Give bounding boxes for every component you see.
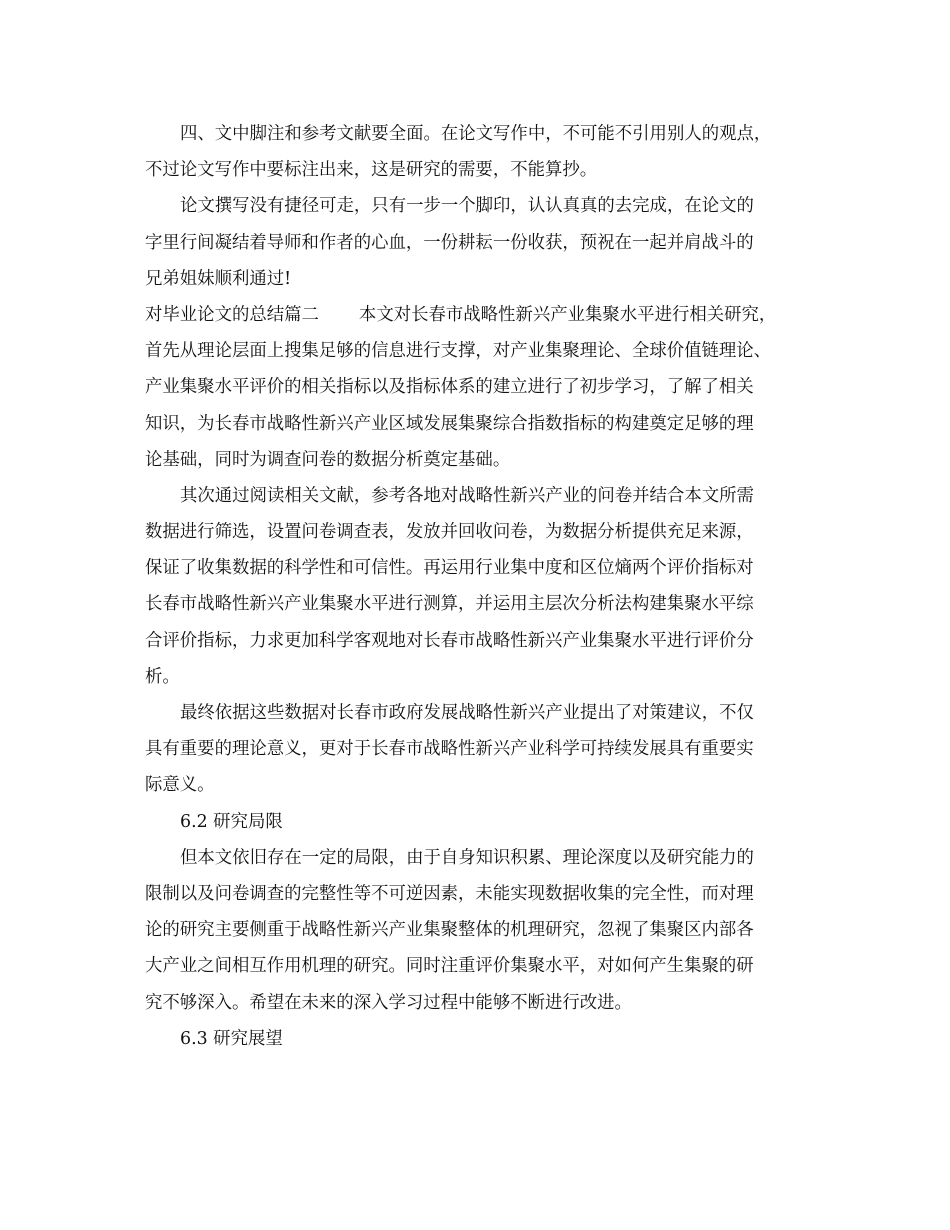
text-line: 但本文依旧存在一定的局限，由于自身知识积累、理论深度以及研究能力的 (180, 847, 754, 868)
text-line: 产业集聚水平评价的相关指标以及指标体系的建立进行了初步学习，了解了相关 (145, 377, 754, 398)
text-line: 论基础，同时为调查问卷的数据分析奠定基础。 (145, 449, 511, 470)
text-line: 6.2 研究局限 (180, 811, 283, 832)
subsection-heading-limitations (145, 804, 810, 840)
text-line: 6.3 研究展望 (180, 1028, 283, 1049)
text-line: 知识，为长春市战略性新兴产业区域发展集聚综合指数指标的构建奠定足够的理 (145, 413, 754, 434)
text-line: 字里行间凝结着导师和作者的心血，一份耕耘一份收获，预祝在一起并肩战斗的 (145, 232, 754, 253)
text-line: 不过论文写作中要标注出来，这是研究的需要，不能算抄。 (145, 160, 598, 181)
text-line: 四、文中脚注和参考文献要全面。在论文写作中，不可能不引用别人的观点， (180, 124, 772, 144)
paragraph-method (145, 478, 810, 695)
text-line: 究不够深入。希望在未来的深入学习过程中能够不断进行改进。 (145, 992, 632, 1013)
section-heading: 对毕业论文的总结篇二 (145, 304, 319, 325)
text-line: 兄弟姐妹顺利通过! (145, 268, 292, 289)
text-line: 数据进行筛选，设置问卷调查表，发放并回收问卷，为数据分析提供充足来源， (145, 522, 754, 543)
text-line: 最终依据这些数据对长春市政府发展战略性新兴产业提出了对策建议，不仅 (180, 703, 754, 723)
paragraph-no-shortcut (145, 188, 810, 297)
text-line: 论的研究主要侧重于战略性新兴产业集聚整体的机理研究，忽视了集聚区内部各 (145, 920, 754, 941)
subsection-heading-outlook (145, 1021, 810, 1057)
text-fragment: 本文对长春市战略性新兴产业集聚水平进行相关研究， (358, 304, 777, 325)
text-line: 大产业之间相互作用机理的研究。同时注重评价集聚水平，对如何产生集聚的研 (145, 956, 754, 977)
text-line: 首先从理论层面上搜集足够的信息进行支撑，对产业集聚理论、全球价值链理论、 (145, 341, 772, 362)
text-line: 际意义。 (145, 775, 215, 796)
paragraph-summary-two (145, 297, 810, 478)
paragraph-limitations (145, 840, 810, 1021)
text-line: 保证了收集数据的科学性和可信性。再运用行业集中度和区位熵两个评价指标对 (145, 558, 754, 579)
text-line: 长春市战略性新兴产业集聚水平进行测算，并运用主层次分析法构建集聚水平综 (145, 594, 754, 615)
document-body (145, 116, 810, 1057)
paragraph-conclusion (145, 695, 810, 804)
text-line: 其次通过阅读相关文献，参考各地对战略性新兴产业的问卷并结合本文所需 (180, 485, 754, 506)
text-line: 限制以及问卷调查的完整性等不可逆因素，未能实现数据收集的完全性，而对理 (145, 883, 754, 904)
text-line: 合评价指标，力求更加科学客观地对长春市战略性新兴产业集聚水平进行评价分 (145, 630, 754, 651)
text-line: 析。 (145, 666, 180, 687)
text-line: 具有重要的理论意义，更对于长春市战略性新兴产业科学可持续发展具有重要实 (145, 739, 754, 760)
paragraph-footnotes (145, 116, 810, 188)
text-line (145, 297, 810, 333)
text-line: 论文撰写没有捷径可走，只有一步一个脚印，认认真真的去完成，在论文的 (180, 196, 754, 217)
